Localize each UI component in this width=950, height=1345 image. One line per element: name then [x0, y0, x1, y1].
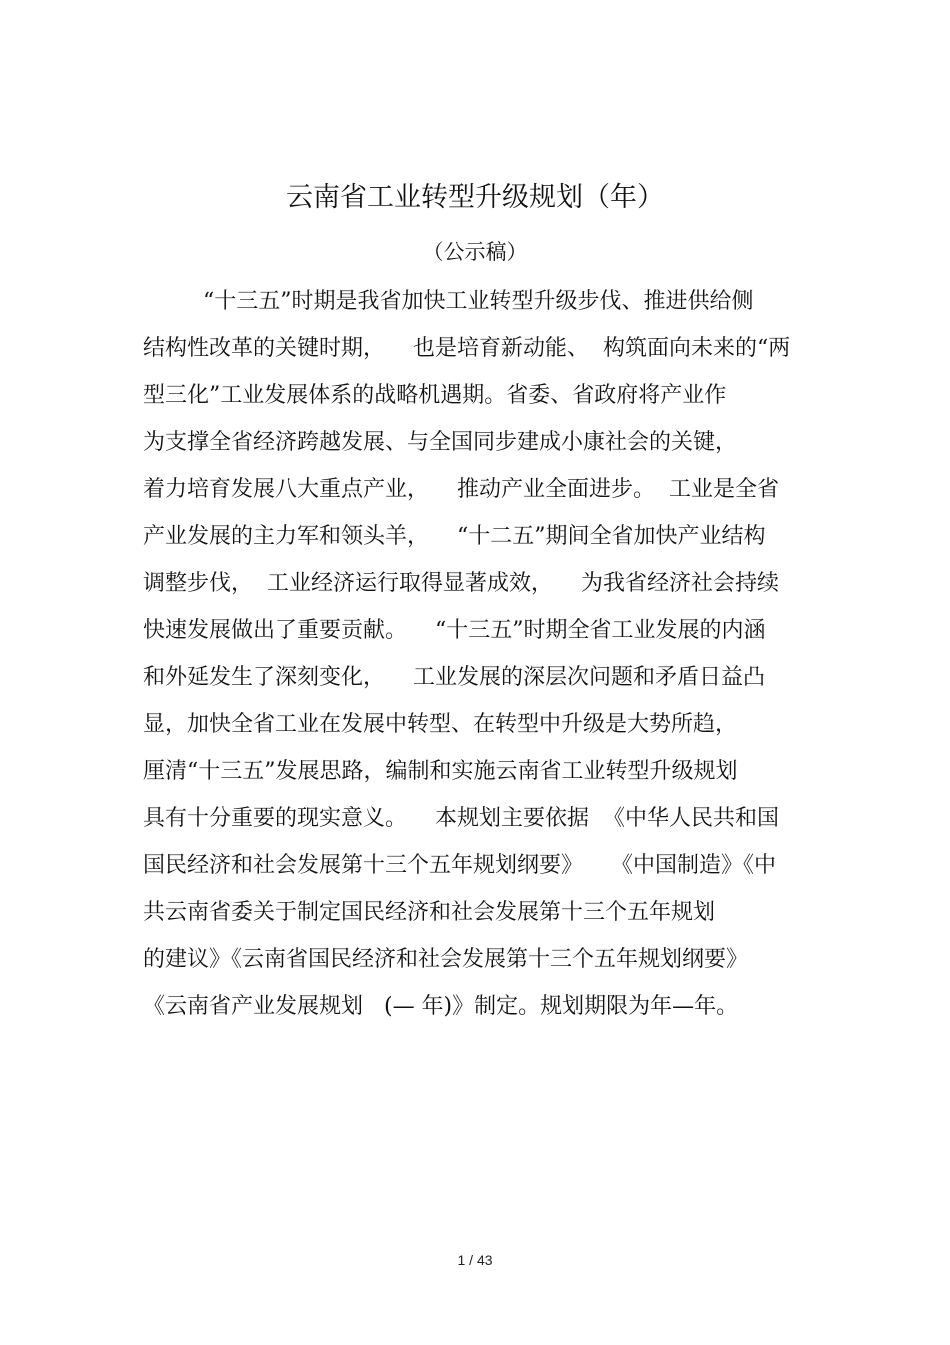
- paragraph-line: 国民经济和社会发展第十三个五年规划纲要》 《中国制造》《中: [143, 853, 776, 878]
- paragraph-line: 着力培育发展八大重点产业， 推动产业全面进步。 工业是全省: [143, 477, 779, 502]
- paragraph-line: 具有十分重要的现实意义。 本规划主要依据 《中华人民共和国: [143, 806, 779, 831]
- paragraph-line: 显，加快全省工业在发展中转型、在转型中升级是大势所趋，: [143, 712, 738, 737]
- body-paragraph: [143, 282, 843, 1034]
- paragraph-line: 的建议》《云南省国民经济和社会发展第十三个五年规划纲要》: [143, 947, 749, 972]
- paragraph-line: 产业发展的主力军和领头羊， “十二五”期间全省加快产业结构: [143, 524, 766, 549]
- paragraph-line: 调整步伐， 工业经济运行取得显著成效， 为我省经济社会持续: [143, 571, 779, 596]
- document-title: 云南省工业转型升级规划（年）: [286, 182, 664, 213]
- paragraph-line: 为支撑全省经济跨越发展、与全国同步建成小康社会的关键，: [143, 430, 738, 455]
- paragraph-line: 结构性改革的关键时期， 也是培育新动能、 构筑面向未来的“两: [143, 336, 791, 361]
- paragraph-line: 厘清“十三五”发展思路，编制和实施云南省工业转型升级规划: [143, 759, 738, 784]
- paragraph-line: 型三化”工业发展体系的战略机遇期。省委、省政府将产业作: [143, 383, 727, 408]
- paragraph-line: 共云南省委关于制定国民经济和社会发展第十三个五年规划: [143, 900, 716, 925]
- paragraph-line: 和外延发生了深刻变化， 工业发展的深层次问题和矛盾日益凸: [143, 665, 765, 690]
- paragraph-line: 快速发展做出了重要贡献。 “十三五”时期全省工业发展的内涵: [143, 618, 766, 643]
- paragraph-line: 《云南省产业发展规划 (— 年)》制定。规划期限为年—年。: [143, 994, 739, 1019]
- page-number: 1 / 43: [457, 1252, 493, 1268]
- document-subtitle: （公示稿）: [422, 240, 528, 264]
- paragraph-line: “十三五”时期是我省加快工业转型升级步伐、推进供给侧: [203, 289, 754, 314]
